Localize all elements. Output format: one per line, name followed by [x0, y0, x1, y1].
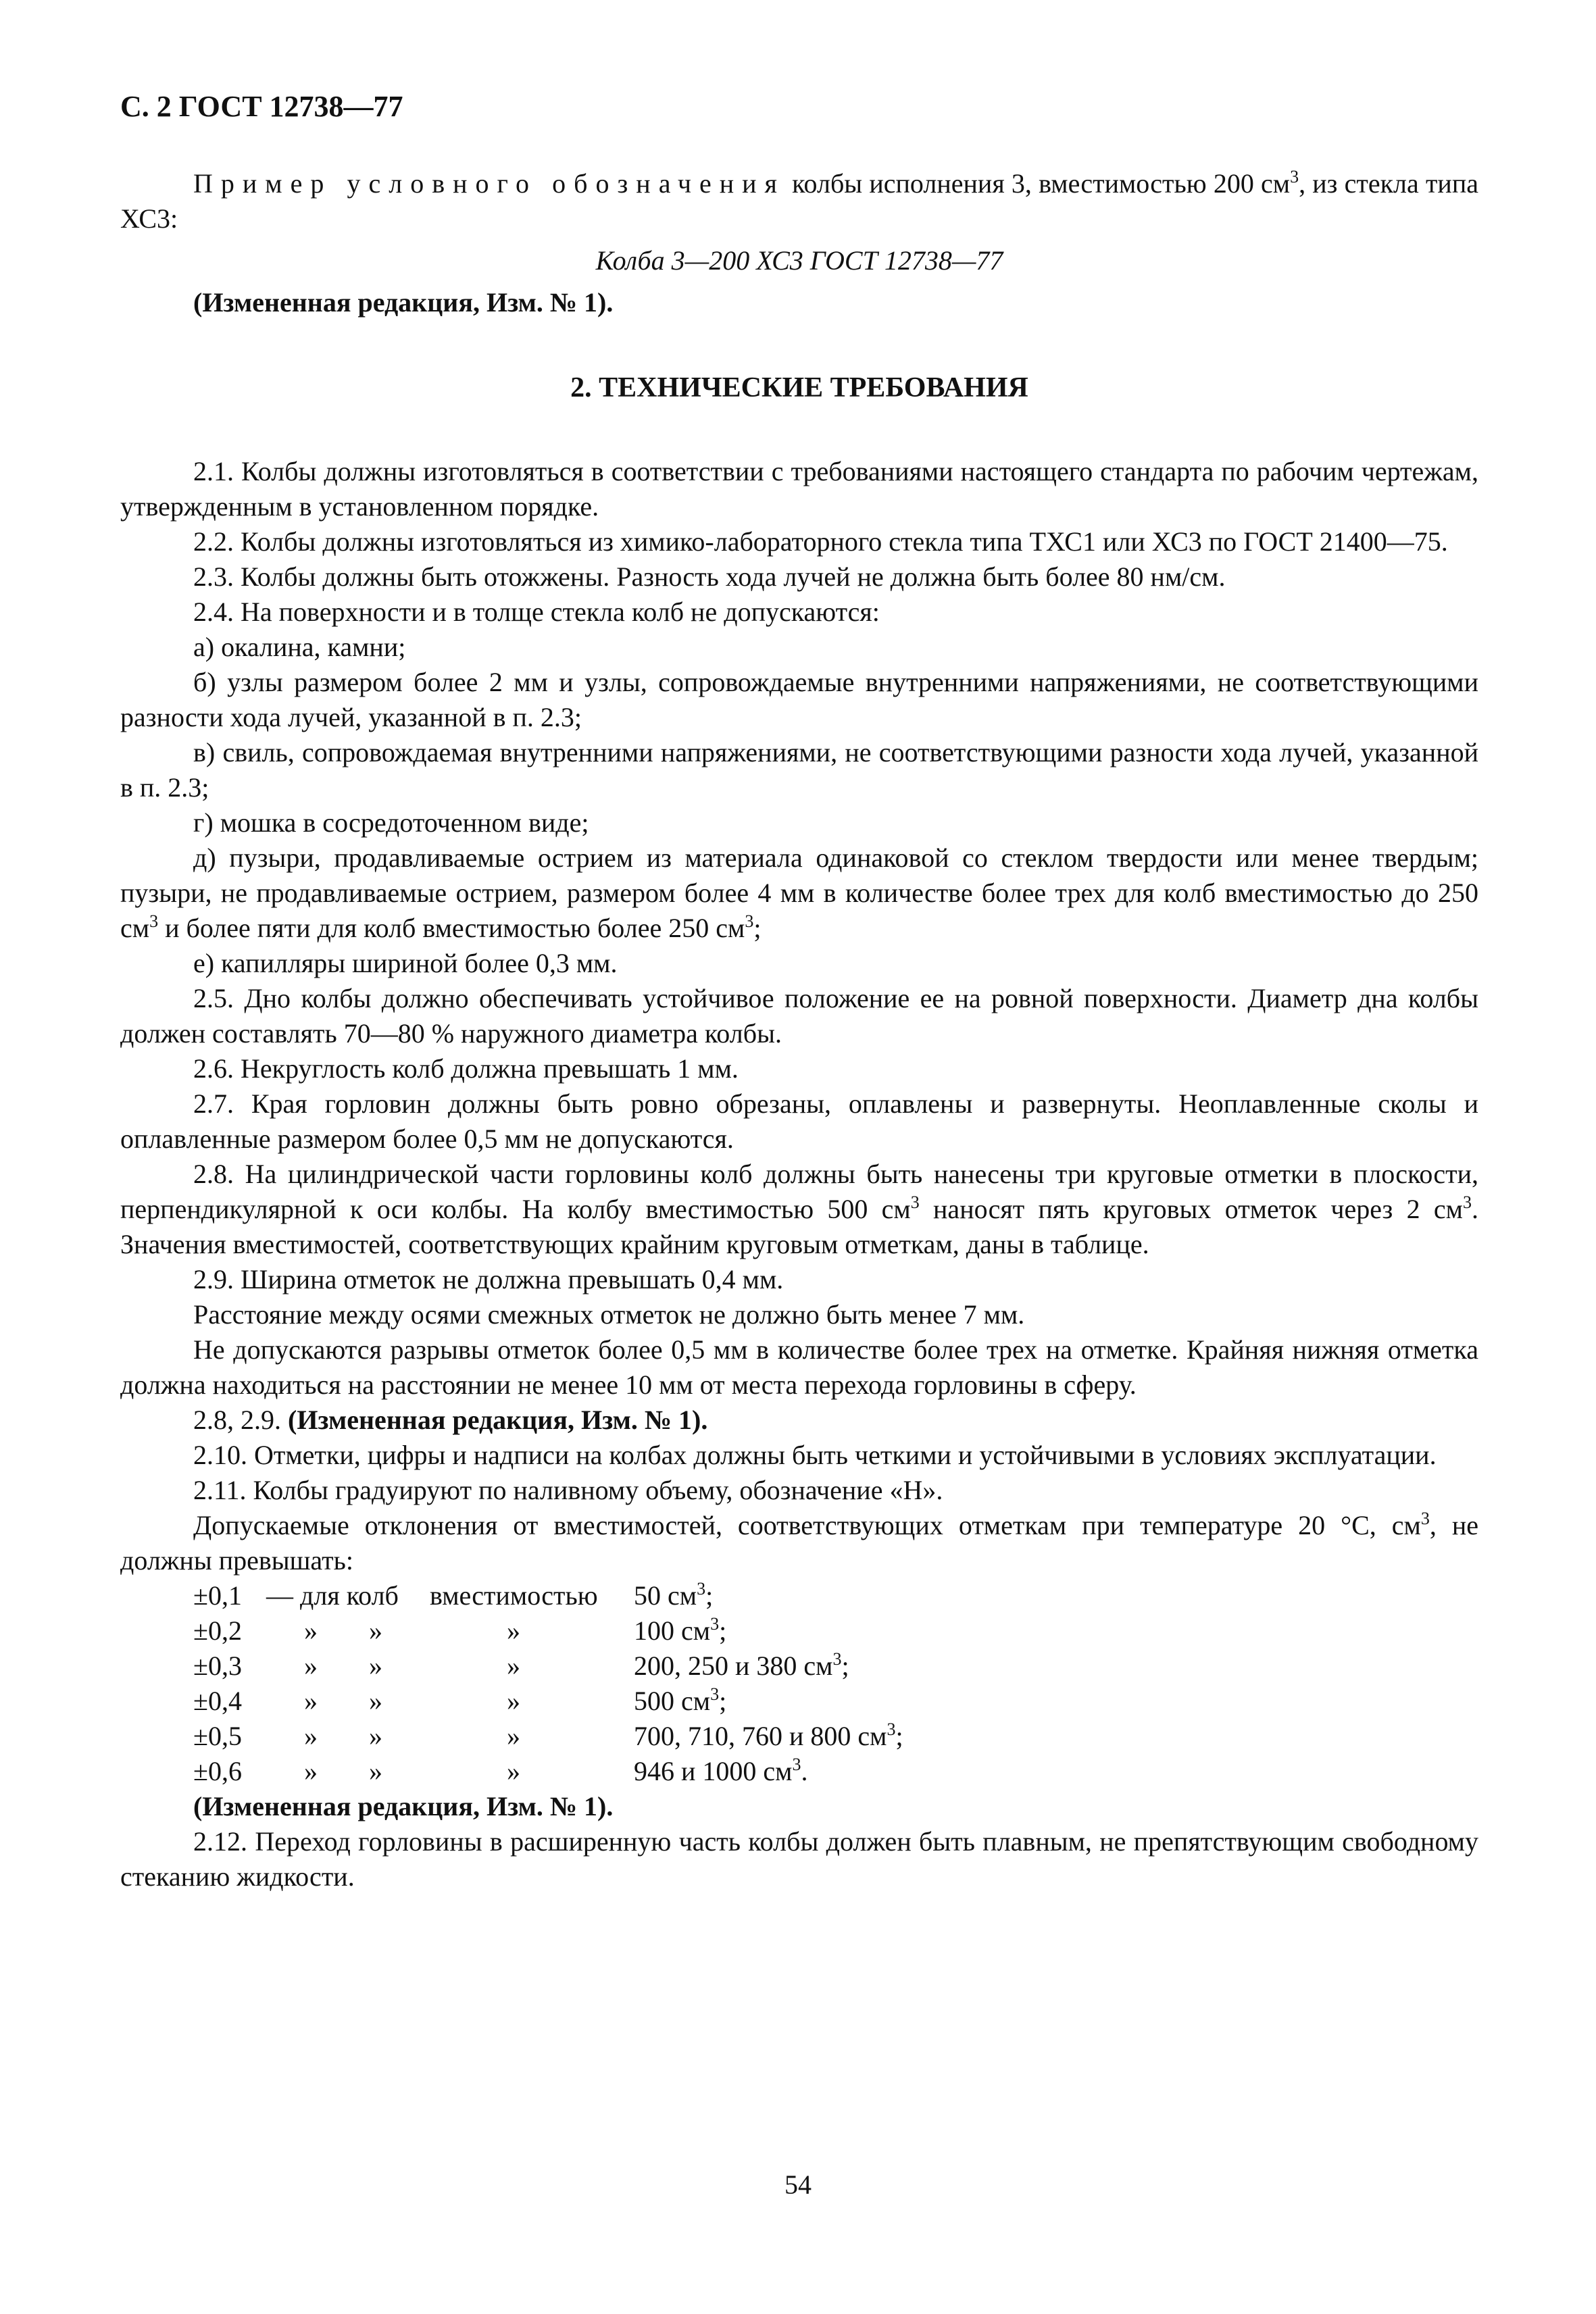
clause-2-4-e: е) капилляры шириной более 0,3 мм. [193, 948, 618, 978]
superscript: 3 [149, 911, 159, 931]
clause-2-4-a: а) окалина, камни; [193, 632, 406, 662]
example-lead: Пример условного обозначения [193, 168, 785, 199]
tolerance-list [120, 1578, 1478, 1789]
tolerance-ditto-1: » [304, 1686, 318, 1716]
tolerance-row [120, 1684, 1478, 1719]
clause-2-9-spacing: Расстояние между осями смежных отметок не должно быть менее 7 мм. [193, 1299, 1025, 1330]
superscript: 3 [697, 1579, 706, 1599]
clause-2-10: 2.10. Отметки, цифры и надписи на колбах должны быть четкими и устойчивыми в условиях эксплуатации. [193, 1440, 1437, 1470]
tolerance-ditto-2: » [369, 1615, 382, 1646]
tolerance-capacity-value: 100 см [634, 1615, 711, 1646]
tolerance-deviation: ±0,4 [193, 1686, 242, 1716]
clause-2-9: 2.9. Ширина отметок не должна превышать 0,4 мм. [193, 1264, 784, 1294]
edition-note-2: (Измененная редакция, Изм. № 1). [288, 1405, 708, 1435]
tolerance-end: ; [705, 1580, 714, 1611]
tolerance-ditto-2: » [369, 1721, 382, 1751]
clause-2-8-part-3: . Значения вместимостей, соответствующих крайним круговым отметкам, даны в таблице. [120, 1194, 1478, 1259]
tolerance-ditto-1: » [304, 1651, 318, 1681]
edition-note-3: (Измененная редакция, Изм. № 1). [193, 1791, 614, 1821]
example-text-2: , из стекла типа ХС3: [120, 168, 1479, 234]
tolerance-end: ; [719, 1686, 727, 1716]
tolerance-capacity-value: 700, 710, 760 и 800 см [634, 1721, 887, 1751]
tolerance-capacity-value: 500 см [634, 1686, 711, 1716]
tolerance-row [120, 1649, 1478, 1684]
tolerance-end: . [801, 1756, 808, 1786]
tolerance-ditto-1: — для колб [266, 1580, 399, 1611]
clause-2-11-deviations-part-1: Допускаемые отклонения от вместимостей, соответствующих отметкам при температуре 20 °С, см [193, 1510, 1421, 1540]
clause-2-8 [120, 1157, 1478, 1262]
tolerance-ditto-1: » [304, 1615, 318, 1646]
clause-2-6: 2.6. Некруглость колб должна превышать 1 мм. [193, 1053, 739, 1084]
clause-2-11-deviations [120, 1508, 1478, 1578]
tolerance-ditto-2: » [369, 1756, 382, 1786]
tolerance-end: ; [841, 1651, 849, 1681]
tolerance-capacity-value: 200, 250 и 380 см [634, 1651, 833, 1681]
superscript: 3 [1420, 1509, 1430, 1528]
tolerance-ditto-3: » [507, 1651, 520, 1681]
tolerance-ditto-3: » [507, 1756, 520, 1786]
tolerance-end: ; [895, 1721, 903, 1751]
superscript: 3 [710, 1684, 720, 1704]
clause-2-12: 2.12. Переход горловины в расширенную часть колбы должен быть плавным, не препятствующим свободному стеканию жидкости. [120, 1826, 1478, 1892]
clause-2-4-d-part-2: и более пяти для колб вместимостью более 250 см [158, 913, 745, 943]
clause-2-4-v: в) свиль, сопровождаемая внутренними напряжениями, не соответствующими разности хода лучей, указанной в п. 2.3; [120, 737, 1478, 803]
tolerance-capacity [634, 1684, 726, 1719]
tolerance-row [120, 1578, 1478, 1613]
tolerance-capacity [634, 1754, 807, 1789]
clause-2-4-b: б) узлы размером более 2 мм и узлы, сопровождаемые внутренними напряжениями, не соответствующими разности хода лучей, указанной в п. 2.3; [120, 667, 1478, 732]
clause-2-11: 2.11. Колбы градуируют по наливному объему, обозначение «Н». [193, 1475, 943, 1505]
tolerance-capacity [634, 1578, 713, 1613]
superscript: 3 [1463, 1192, 1472, 1212]
tolerance-ditto-3: вместимостью [430, 1580, 598, 1611]
superscript: 3 [710, 1614, 720, 1634]
clause-2-8-2-9-edition [120, 1403, 1478, 1438]
clause-2-1: 2.1. Колбы должны изготовляться в соответствии с требованиями настоящего стандарта по рабочим чертежам, утвержденным в установленном порядке. [120, 456, 1478, 522]
example-text-1: колбы исполнения 3, вместимостью 200 см [784, 168, 1291, 199]
tolerance-capacity-value: 946 и 1000 см [634, 1756, 793, 1786]
superscript: 3 [745, 911, 754, 931]
clause-2-7: 2.7. Края горловин должны быть ровно обрезаны, оплавлены и развернуты. Неоплавленные сколы и оплавленные размером более 0,5 мм не допускаются. [120, 1088, 1478, 1154]
clause-2-8-part-2: наносят пять круговых отметок через 2 см [919, 1194, 1463, 1224]
clause-2-4: 2.4. На поверхности и в толще стекла колб не допускаются: [193, 597, 880, 627]
tolerance-ditto-2: » [369, 1651, 382, 1681]
superscript: 3 [792, 1755, 801, 1774]
tolerance-ditto-3: » [507, 1721, 520, 1751]
superscript: 3 [910, 1192, 920, 1212]
superscript: 3 [887, 1719, 896, 1739]
tolerance-end: ; [719, 1615, 727, 1646]
clause-2-9-breaks: Не допускаются разрывы отметок более 0,5 мм в количестве более трех на отметке. Крайняя нижняя отметка должна находиться на расстоянии не менее 10 мм от места перехода горловины в сферу. [120, 1334, 1478, 1400]
clause-2-3: 2.3. Колбы должны быть отожжены. Разность хода лучей не должна быть более 80 нм/см. [193, 561, 1226, 592]
clause-2-4-g: г) мошка в сосредоточенном виде; [193, 807, 589, 838]
page-header: С. 2 ГОСТ 12738—77 [120, 90, 403, 123]
section-title: 2. ТЕХНИЧЕСКИЕ ТРЕБОВАНИЯ [570, 372, 1028, 403]
tolerance-ditto-3: » [507, 1686, 520, 1716]
superscript: 3 [1290, 167, 1299, 186]
clause-2-4-d-part-1: д) пузыри, продавливаемые острием из материала одинаковой со стеклом твердости или менее твердым; пузыри, не продавливаемые острием, размером более 4 мм в количестве более трех для колб вместимостью до 250 см [120, 842, 1478, 943]
clause-2-2: 2.2. Колбы должны изготовляться из химико-лабораторного стекла типа ТХС1 или ХС3 по ГОСТ 21400—75. [193, 526, 1448, 557]
tolerance-row [120, 1754, 1478, 1789]
superscript: 3 [832, 1649, 842, 1669]
tolerance-deviation: ±0,3 [193, 1651, 242, 1681]
example-designation: Колба 3—200 ХС3 ГОСТ 12738—77 [595, 245, 1003, 276]
document-body [120, 86, 1478, 1894]
tolerance-deviation: ±0,6 [193, 1756, 242, 1786]
tolerance-row [120, 1719, 1478, 1754]
clause-2-4-d [120, 840, 1478, 946]
tolerance-deviation: ±0,1 [193, 1580, 242, 1611]
clause-2-5: 2.5. Дно колбы должно обеспечивать устойчивое положение ее на ровной поверхности. Диаметр дна колбы должен составлять 70—80 % наружного диаметра колбы. [120, 983, 1478, 1049]
example-paragraph [120, 166, 1478, 236]
tolerance-capacity [634, 1613, 726, 1649]
tolerance-deviation: ±0,2 [193, 1615, 242, 1646]
tolerance-ditto-2: » [369, 1686, 382, 1716]
clause-2-11-deviations-part-2: , не должны превышать: [120, 1510, 1478, 1576]
tolerance-capacity-value: 50 см [634, 1580, 697, 1611]
tolerance-capacity [634, 1649, 849, 1684]
tolerance-capacity [634, 1719, 903, 1754]
clause-2-8-part-1: 2.8. На цилиндрической части горловины колб должны быть нанесены три круговые отметки в плоскости, перпендикулярной к оси колбы. На колбу вместимостью 500 см [120, 1159, 1478, 1224]
clause-2-4-d-part-3: ; [753, 913, 762, 943]
tolerance-ditto-3: » [507, 1615, 520, 1646]
clause-ref: 2.8, 2.9. [193, 1405, 288, 1435]
edition-note-1: (Измененная редакция, Изм. № 1). [193, 287, 614, 318]
tolerance-row [120, 1613, 1478, 1649]
page-number: 54 [784, 2169, 812, 2200]
tolerance-ditto-1: » [304, 1756, 318, 1786]
tolerance-ditto-1: » [304, 1721, 318, 1751]
tolerance-deviation: ±0,5 [193, 1721, 242, 1751]
